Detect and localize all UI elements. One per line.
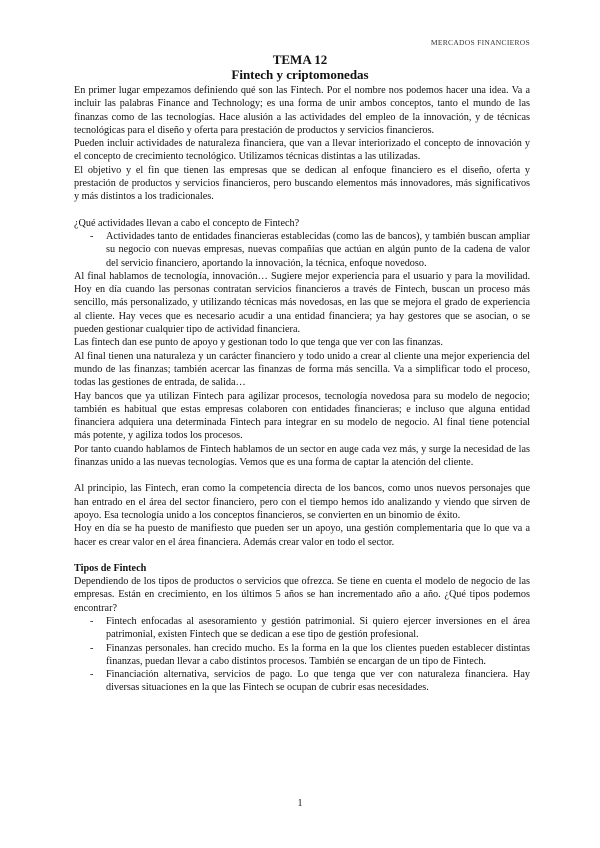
- chapter-number: TEMA 12: [272, 52, 328, 67]
- paragraph: Dependiendo de los tipos de productos o servicios que ofrezca. Se tiene en cuenta el modelo de negocio de las empresas. Están en crecimiento, en los últimos 5 años se han incrementado año a año. ¿Qué tipos podemos encontrar?: [74, 576, 530, 614]
- paragraph: En primer lugar empezamos definiendo qué son las Fintech. Por el nombre nos podemos hacer una idea. Va a incluir las palabras Finance and Technology; es una forma de unir ambos conceptos, tanto el mundo de las finanzas como de las tecnologías. Hace alusión a las actividades del empleo de la innovación, y de técnicas tecnológicas para el diseño y oferta para prestación de productos y servicios financieros.: [74, 85, 530, 136]
- paragraph: Al principio, las Fintech, eran como la competencia directa de los bancos, como unos nuevos personajes que han entrado en el área del sector financiero, pero con el tiempo hemos ido analizando y viendo que sirven de apoyo. Esa tecnología unido a los conceptos financieros, se convierten en un binomio de éxito.: [74, 483, 530, 521]
- section-heading: Tipos de Fintech: [74, 562, 147, 574]
- bullet-list: [74, 615, 530, 695]
- paragraph: Hay bancos que ya utilizan Fintech para agilizar procesos, tecnología novedosa para su modelo de negocio; también es habitual que estas empresas colaboren con entidades financieras; e incluso que alguna entidad financiera adquiera una determinada Fintech para integrar en su modelo de negocio. Al final tiene potencial más potente, y agiliza todos los procesos.: [74, 390, 530, 442]
- paragraph: Hoy en día se ha puesto de manifiesto que pueden ser un apoyo, una gestión complementaria que lo que va a hacer es crear valor en el área financiera. Además crear valor en todo el sector.: [74, 523, 530, 548]
- running-header: MERCADOS FINANCIEROS: [430, 38, 530, 47]
- title-block: [70, 52, 530, 83]
- paragraph: Las fintech dan ese punto de apoyo y gestionan todo lo que tenga que ver con las finanzas.: [74, 337, 443, 349]
- paragraph: Al final hablamos de tecnología, innovación… Sugiere mejor experiencia para el usuario y para la movilidad. Hoy en día cuando las personas contratan servicios financieros a través de Fintech, buscan un proceso más sencillo, más personalizado, y utilizando técnicas más novedosas, en las que se mejora el grado de experiencia al cliente. Hay veces que es necesario acudir a una entidad financiera; ya hay gestores que se asocian, o se pueden gestionar cualquier tipo de actividad financiera.: [74, 270, 530, 336]
- paragraph: Al final tienen una naturaleza y un carácter financiero y todo unido a crear al cliente una mejor experiencia del mundo de las finanzas; también acercar las finanzas de forma más sencilla. Va a simplificar todo el proceso, todas las gestiones de entrada, de salida…: [74, 350, 530, 389]
- paragraph: Por tanto cuando hablamos de Fintech hablamos de un sector en auge cada vez más, y surge la necesidad de las finanzas unido a las nuevas tecnologías. Vemos que es una forma de captar la atención del cliente.: [74, 443, 530, 469]
- spacer: [74, 204, 530, 217]
- spacer: [74, 549, 530, 562]
- bullet-dash: -: [90, 642, 94, 654]
- spacer: [74, 469, 530, 482]
- list-item: [74, 615, 530, 642]
- list-item: [74, 642, 530, 669]
- list-item: [74, 230, 530, 270]
- paragraph: Pueden incluir actividades de naturaleza financiera, que van a llevar interiorizado el concepto de innovación y el concepto de crecimiento tecnológico. Utilizamos técnicas distintas a las utilizadas.: [74, 138, 530, 163]
- bullet-dash: -: [90, 615, 94, 627]
- bullet-list: [74, 230, 530, 270]
- list-item: [74, 668, 530, 695]
- list-item-text: Finanzas personales. han crecido mucho. Es la forma en la que los clientes pueden establecer distintas finanzas, puedan llevar a cabo distintos procesos. También se encargan de un tipo de Fintech.: [106, 642, 530, 667]
- paragraph: El objetivo y el fin que tienen las empresas que se dedican al enfoque financiero es el diseño, oferta y prestación de productos y servicios financieros, pero buscando elementos más innovadores, más significativos y más distintos a los tradicionales.: [74, 164, 530, 203]
- list-item-text: Actividades tanto de entidades financieras establecidas (como las de bancos), y también buscan ampliar su negocio con nuevas empresas, nuevas compañías que actúan en algún punto de la cadena de valor del servicio financiero, aportando la innovación, la técnica, enfoque novedoso.: [106, 230, 530, 269]
- bullet-dash: -: [90, 230, 94, 242]
- body-text: [74, 84, 530, 695]
- bullet-dash: -: [90, 669, 94, 681]
- list-item-text: Fintech enfocadas al asesoramiento y gestión patrimonial. Si quiero ejercer inversiones en el área patrimonial, existen Fintech que se dedican a ese tipo de gestión profesional.: [106, 615, 530, 641]
- page-number: 1: [297, 798, 303, 809]
- chapter-title: Fintech y criptomonedas: [231, 67, 369, 82]
- list-item-text: Financiación alternativa, servicios de pago. Lo que tenga que ver con naturaleza financiera. Hay diversas situaciones en la que las Fintech se ocupan de cubrir esas necesidades.: [106, 669, 530, 694]
- question: ¿Qué actividades llevan a cabo el concepto de Fintech?: [74, 217, 300, 229]
